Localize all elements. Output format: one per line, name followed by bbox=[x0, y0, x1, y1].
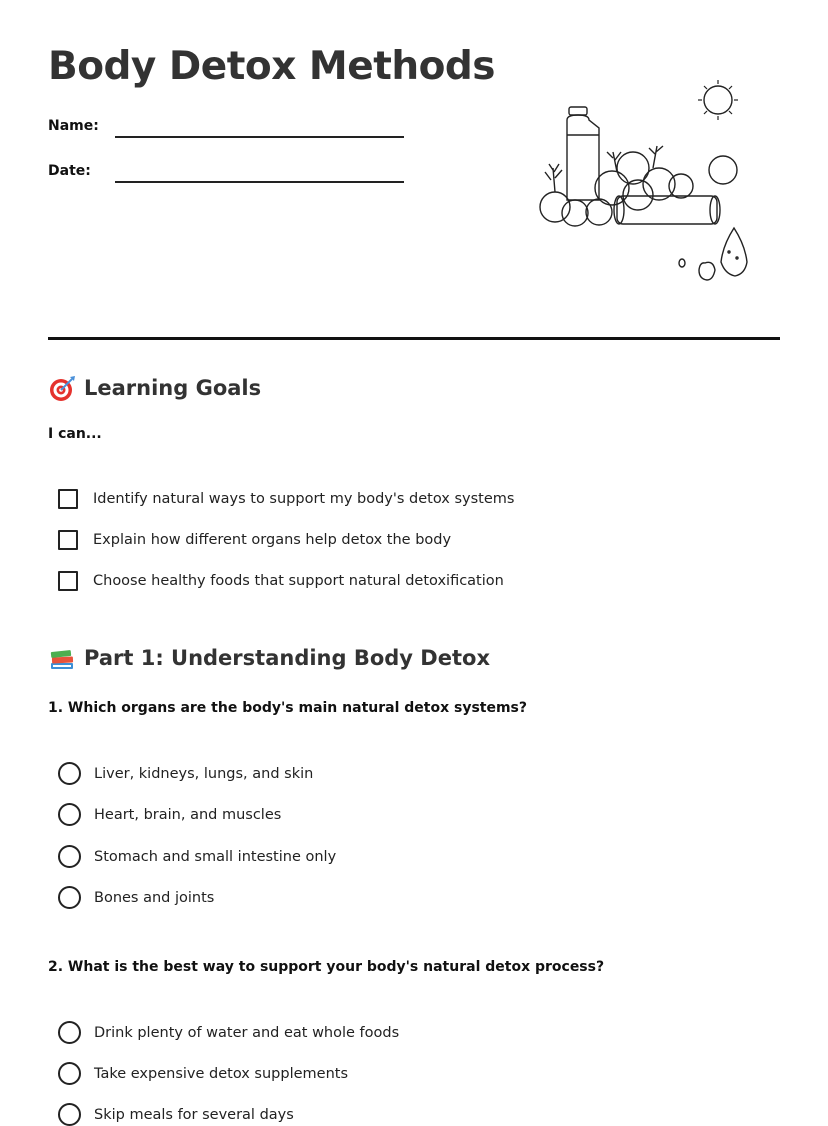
answer-text: Heart, brain, and muscles bbox=[94, 806, 282, 823]
goal-checkbox[interactable] bbox=[58, 571, 78, 591]
name-label: Name: bbox=[48, 118, 99, 134]
goal-item[interactable] bbox=[58, 489, 514, 509]
name-line[interactable] bbox=[115, 136, 404, 138]
goal-checkbox[interactable] bbox=[58, 489, 78, 509]
answer-option[interactable] bbox=[58, 845, 336, 868]
answer-option[interactable] bbox=[58, 1021, 399, 1044]
answer-text: Stomach and small intestine only bbox=[94, 848, 337, 865]
goals-intro: I can... bbox=[48, 426, 102, 442]
answer-radio[interactable] bbox=[58, 845, 81, 868]
part1-title: Part 1: Understanding Body Detox bbox=[84, 646, 490, 670]
answer-radio[interactable] bbox=[58, 1021, 81, 1044]
date-line[interactable] bbox=[115, 181, 404, 183]
answer-option[interactable] bbox=[58, 762, 313, 785]
books-icon bbox=[48, 644, 76, 672]
answer-radio[interactable] bbox=[58, 1103, 81, 1126]
goal-item[interactable] bbox=[58, 530, 451, 550]
learning-goals-title: Learning Goals bbox=[84, 376, 262, 400]
answer-text: Bones and joints bbox=[94, 889, 215, 906]
goal-item[interactable] bbox=[58, 571, 504, 591]
answer-radio[interactable] bbox=[58, 762, 81, 785]
answer-option[interactable] bbox=[58, 803, 281, 826]
page-title: Body Detox Methods bbox=[48, 44, 496, 89]
goal-checkbox[interactable] bbox=[58, 530, 78, 550]
answer-option[interactable] bbox=[58, 1103, 294, 1126]
answer-radio[interactable] bbox=[58, 803, 81, 826]
answer-option[interactable] bbox=[58, 1062, 348, 1085]
learning-goals-heading bbox=[48, 374, 261, 402]
answer-text: Drink plenty of water and eat whole foods bbox=[94, 1024, 400, 1041]
healthy-food-illustration bbox=[535, 80, 750, 285]
answer-option[interactable] bbox=[58, 886, 214, 909]
name-field[interactable] bbox=[48, 118, 99, 134]
goal-text: Identify natural ways to support my body's detox systems bbox=[93, 491, 515, 507]
section-divider bbox=[48, 337, 780, 340]
date-field[interactable] bbox=[48, 163, 91, 179]
goal-text: Choose healthy foods that support natural detoxification bbox=[93, 573, 504, 589]
answer-radio[interactable] bbox=[58, 886, 81, 909]
answer-radio[interactable] bbox=[58, 1062, 81, 1085]
date-label: Date: bbox=[48, 163, 91, 179]
target-icon bbox=[48, 374, 76, 402]
part1-heading bbox=[48, 644, 490, 672]
question-1: 1. Which organs are the body's main natural detox systems? bbox=[48, 700, 528, 716]
answer-text: Take expensive detox supplements bbox=[94, 1065, 349, 1082]
answer-text: Skip meals for several days bbox=[94, 1106, 294, 1123]
question-2: 2. What is the best way to support your body's natural detox process? bbox=[48, 959, 605, 975]
answer-text: Liver, kidneys, lungs, and skin bbox=[94, 765, 314, 782]
goal-text: Explain how different organs help detox the body bbox=[93, 532, 452, 548]
